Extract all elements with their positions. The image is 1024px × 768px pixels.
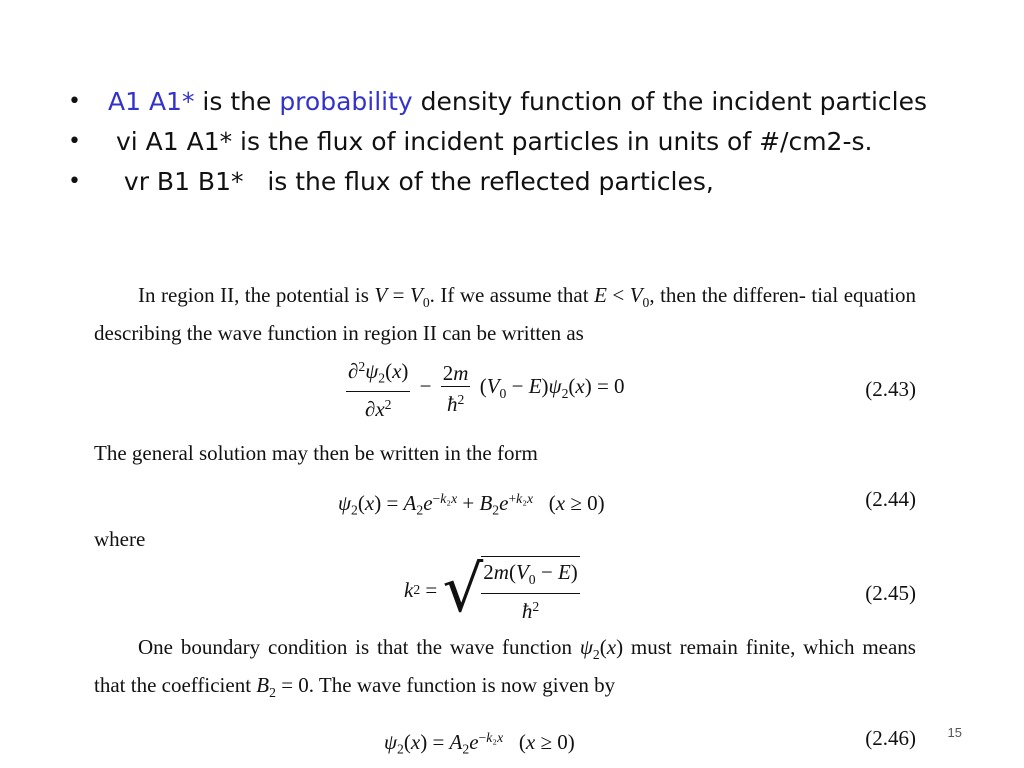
highlight-term: probability	[279, 87, 413, 116]
bullet-item	[68, 82, 968, 122]
equation-body: $\psi_2(x) = A_2e^{-k_2x} + B_2e^{+k_2x}$ (x ≥ 0)	[338, 490, 605, 518]
paragraph-region-ii: In region II, the potential is $V = V_0$. If we assume that $E < V_0$, then the differen- tial equation describing the wave function in region II can be written as	[94, 283, 916, 345]
bullet-item	[68, 122, 968, 162]
equation-body: k2 = √ $\frac{2m(V_0 - E)}{ħ^2}$	[404, 552, 578, 627]
equation-2-45	[94, 552, 916, 627]
bullet-text-part: density function of the incident particles	[412, 87, 927, 116]
paragraph-where: where	[94, 526, 146, 551]
equation-number: (2.43)	[865, 376, 916, 401]
equation-2-44	[94, 484, 916, 518]
bullet-marker: •	[68, 169, 81, 194]
bullet-text	[108, 82, 968, 122]
bullet-list	[68, 82, 968, 202]
equation-number: (2.46)	[865, 726, 916, 751]
paragraph-boundary-condition: One boundary condition is that the wave function $\psi_2(x)$ must remain finite, which means that the coefficient $B_2 = 0$. The wave function is now given by	[94, 634, 916, 700]
bullet-text-part: is the	[194, 87, 280, 116]
equation-2-43	[94, 354, 916, 432]
bullet-marker: •	[68, 89, 81, 114]
bullet-text: vr B1 B1* is the flux of the reflected particles,	[108, 167, 714, 196]
bullet-marker: •	[68, 129, 81, 154]
equation-body: $\psi_2(x) = A_2e^{-k_2x}$ (x ≥ 0)	[384, 730, 575, 757]
slide-number: 15	[947, 725, 962, 740]
equation-number: (2.44)	[865, 486, 916, 511]
equation-body: $\frac{\partial^2\psi_2(x)}{\partial x^2}$ − $\frac{2m}{ħ^2}$ $(V_0 - E)\psi_2(x) = 0$	[342, 354, 625, 422]
bullet-text: vi A1 A1* is the flux of incident particles in units of #/cm2-s.	[108, 127, 873, 156]
bullet-item	[68, 162, 968, 202]
fraction: $\frac{2m}{ħ^2}$	[442, 360, 469, 416]
textbook-excerpt	[94, 280, 916, 757]
equation-2-46	[94, 723, 916, 757]
fraction: $\frac{\partial^2\psi_2(x)}{\partial x^2}$	[346, 354, 410, 422]
highlight-term: A1 A1*	[108, 87, 195, 116]
paragraph-general-solution: The general solution may then be written in the form	[94, 440, 538, 465]
square-root: √ $\frac{2m(V_0 - E)}{ħ^2}$	[442, 552, 578, 627]
equation-number: (2.45)	[865, 580, 916, 605]
